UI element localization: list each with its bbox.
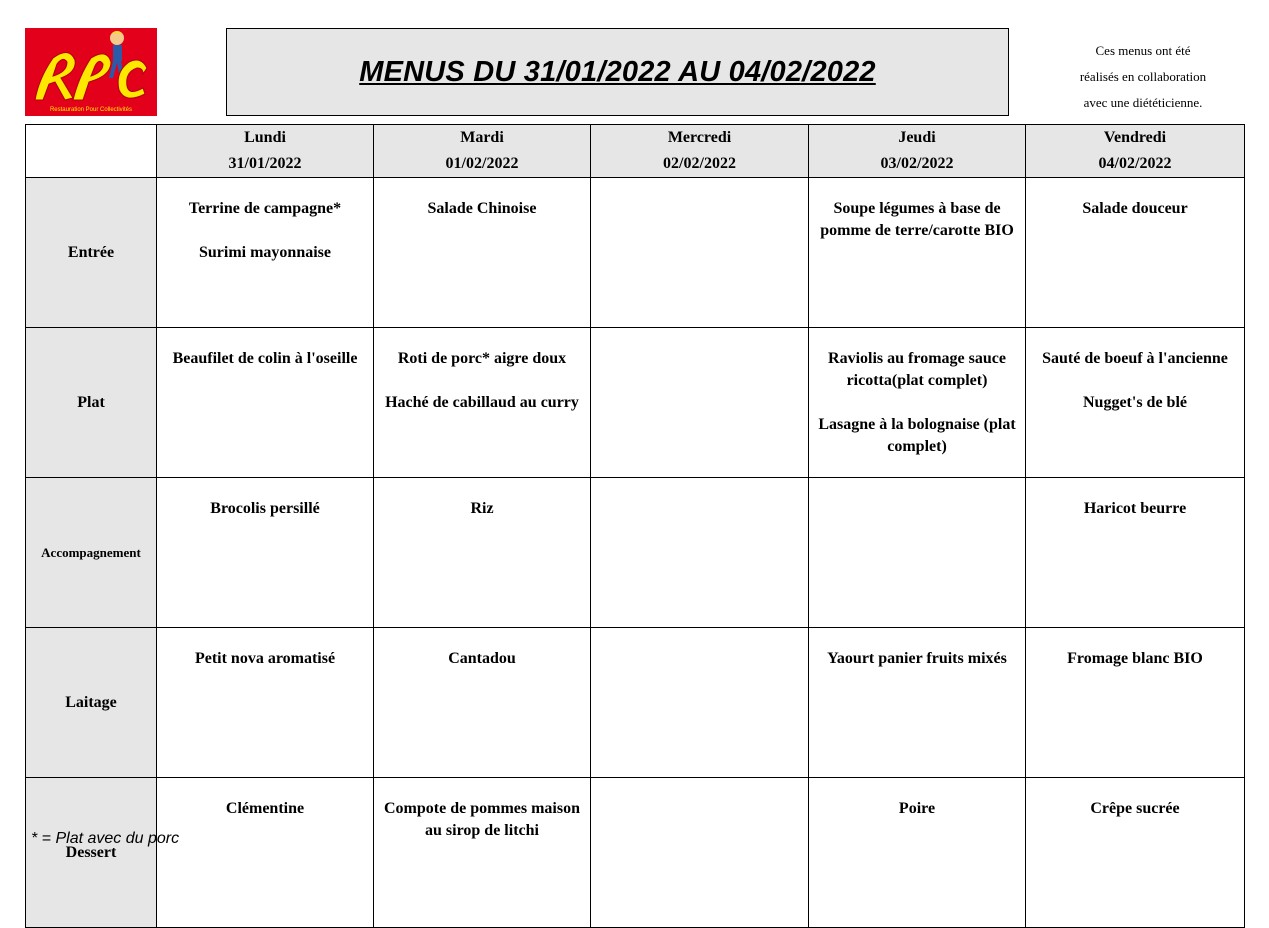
menu-cell xyxy=(591,478,809,628)
dish-name: Haricot beurre xyxy=(1083,500,1187,517)
menu-cell xyxy=(809,178,1026,328)
course-label: Dessert xyxy=(26,778,157,928)
footnote: * = Plat avec du porc xyxy=(31,830,180,847)
dish-name: Fromage blanc BIO xyxy=(1067,650,1203,667)
day-date: 03/02/2022 xyxy=(880,155,954,172)
dish-name: Clémentine xyxy=(225,800,305,817)
dish-name: Riz xyxy=(470,500,494,517)
note-line: Ces menus ont été xyxy=(1095,43,1191,58)
course-label: Laitage xyxy=(26,628,157,778)
logo-letter-c xyxy=(118,60,147,98)
menu-cell xyxy=(1026,778,1245,928)
menu-cell xyxy=(374,178,591,328)
dish-name: Sauté de boeuf à l'ancienne xyxy=(1042,350,1228,367)
menu-table xyxy=(25,124,1245,928)
logo-character-head xyxy=(110,31,124,45)
menu-cell xyxy=(374,628,591,778)
day-header-row xyxy=(26,125,1245,178)
menu-cell xyxy=(591,778,809,928)
menu-cell xyxy=(157,328,374,478)
meal-row-plat xyxy=(26,328,1245,478)
logo-caption: Restauration Pour Collectivités xyxy=(49,107,133,113)
page-title: MENUS DU 31/01/2022 AU 04/02/2022 xyxy=(359,55,876,88)
dish-spacer xyxy=(380,370,584,392)
menu-cell xyxy=(1026,328,1245,478)
dish-name: Surimi mayonnaise xyxy=(198,244,331,261)
dish-name: Haché de cabillaud au curry xyxy=(385,394,579,411)
course-label: Plat xyxy=(26,328,157,478)
logo-letter-p xyxy=(73,54,111,100)
menu-cell xyxy=(1026,628,1245,778)
dish-name: Brocolis persillé xyxy=(210,500,320,517)
menu-body xyxy=(26,178,1245,928)
menu-cell xyxy=(1026,478,1245,628)
day-header xyxy=(809,125,1026,178)
day-date: 01/02/2022 xyxy=(445,155,519,172)
day-date: 04/02/2022 xyxy=(1098,155,1172,172)
day-date: 31/01/2022 xyxy=(228,155,302,172)
rpc-logo xyxy=(25,28,157,116)
menu-cell xyxy=(1026,178,1245,328)
menu-cell xyxy=(157,178,374,328)
title-box xyxy=(226,28,1009,116)
day-name: Mercredi xyxy=(667,129,732,146)
day-name: Jeudi xyxy=(898,129,936,146)
dish-name: Raviolis au fromage sauce ricotta(plat complet) xyxy=(828,350,1006,389)
dish-name: Cantadou xyxy=(448,650,516,667)
dish-name: Poire xyxy=(898,800,936,817)
dish-name: Roti de porc* aigre doux xyxy=(397,350,567,367)
menu-cell xyxy=(809,328,1026,478)
dish-name: Soupe légumes à base de pomme de terre/carotte BIO xyxy=(820,200,1014,239)
dish-name: Beaufilet de colin à l'oseille xyxy=(172,350,358,367)
menu-cell xyxy=(809,478,1026,628)
meal-row-dessert xyxy=(26,778,1245,928)
menu-cell xyxy=(591,628,809,778)
menu-cell xyxy=(374,328,591,478)
menu-cell xyxy=(591,328,809,478)
menu-cell xyxy=(374,478,591,628)
course-label: Accompagnement xyxy=(26,478,157,628)
day-header xyxy=(1026,125,1245,178)
dish-spacer xyxy=(815,392,1019,414)
dish-name: Nugget's de blé xyxy=(1083,394,1187,411)
meal-row-accompagnement xyxy=(26,478,1245,628)
day-date: 02/02/2022 xyxy=(663,155,736,172)
dish-spacer xyxy=(163,220,367,242)
menu-cell xyxy=(591,178,809,328)
dish-name: Lasagne à la bolognaise (plat complet) xyxy=(818,416,1016,455)
day-name: Lundi xyxy=(244,129,286,146)
note-line: avec une diététicienne. xyxy=(1083,95,1203,110)
menu-cell xyxy=(809,778,1026,928)
dish-name: Crêpe sucrée xyxy=(1090,800,1180,817)
logo-letter-r xyxy=(35,52,75,100)
menu-cell xyxy=(157,628,374,778)
day-header xyxy=(374,125,591,178)
dish-name: Petit nova aromatisé xyxy=(194,650,336,667)
logo-artwork xyxy=(25,28,157,116)
dish-name: Salade Chinoise xyxy=(427,200,537,217)
day-name: Vendredi xyxy=(1103,129,1167,146)
menu-cell xyxy=(157,778,374,928)
dish-name: Salade douceur xyxy=(1082,200,1188,217)
menu-cell xyxy=(374,778,591,928)
meal-row-laitage xyxy=(26,628,1245,778)
meal-row-entr-e xyxy=(26,178,1245,328)
course-label: Entrée xyxy=(26,178,157,328)
day-name: Mardi xyxy=(460,129,504,146)
note-line: réalisés en collaboration xyxy=(1079,69,1207,84)
corner-cell xyxy=(26,125,157,178)
dish-name: Compote de pommes maison au sirop de litchi xyxy=(384,800,580,839)
day-header xyxy=(591,125,809,178)
dish-name: Yaourt panier fruits mixés xyxy=(827,650,1007,667)
menu-cell xyxy=(809,628,1026,778)
menu-cell xyxy=(157,478,374,628)
dish-spacer xyxy=(1032,370,1238,392)
logo-character-body xyxy=(113,45,122,61)
dish-name: Terrine de campagne* xyxy=(188,200,342,217)
day-header xyxy=(157,125,374,178)
dietitian-note xyxy=(1040,38,1246,116)
